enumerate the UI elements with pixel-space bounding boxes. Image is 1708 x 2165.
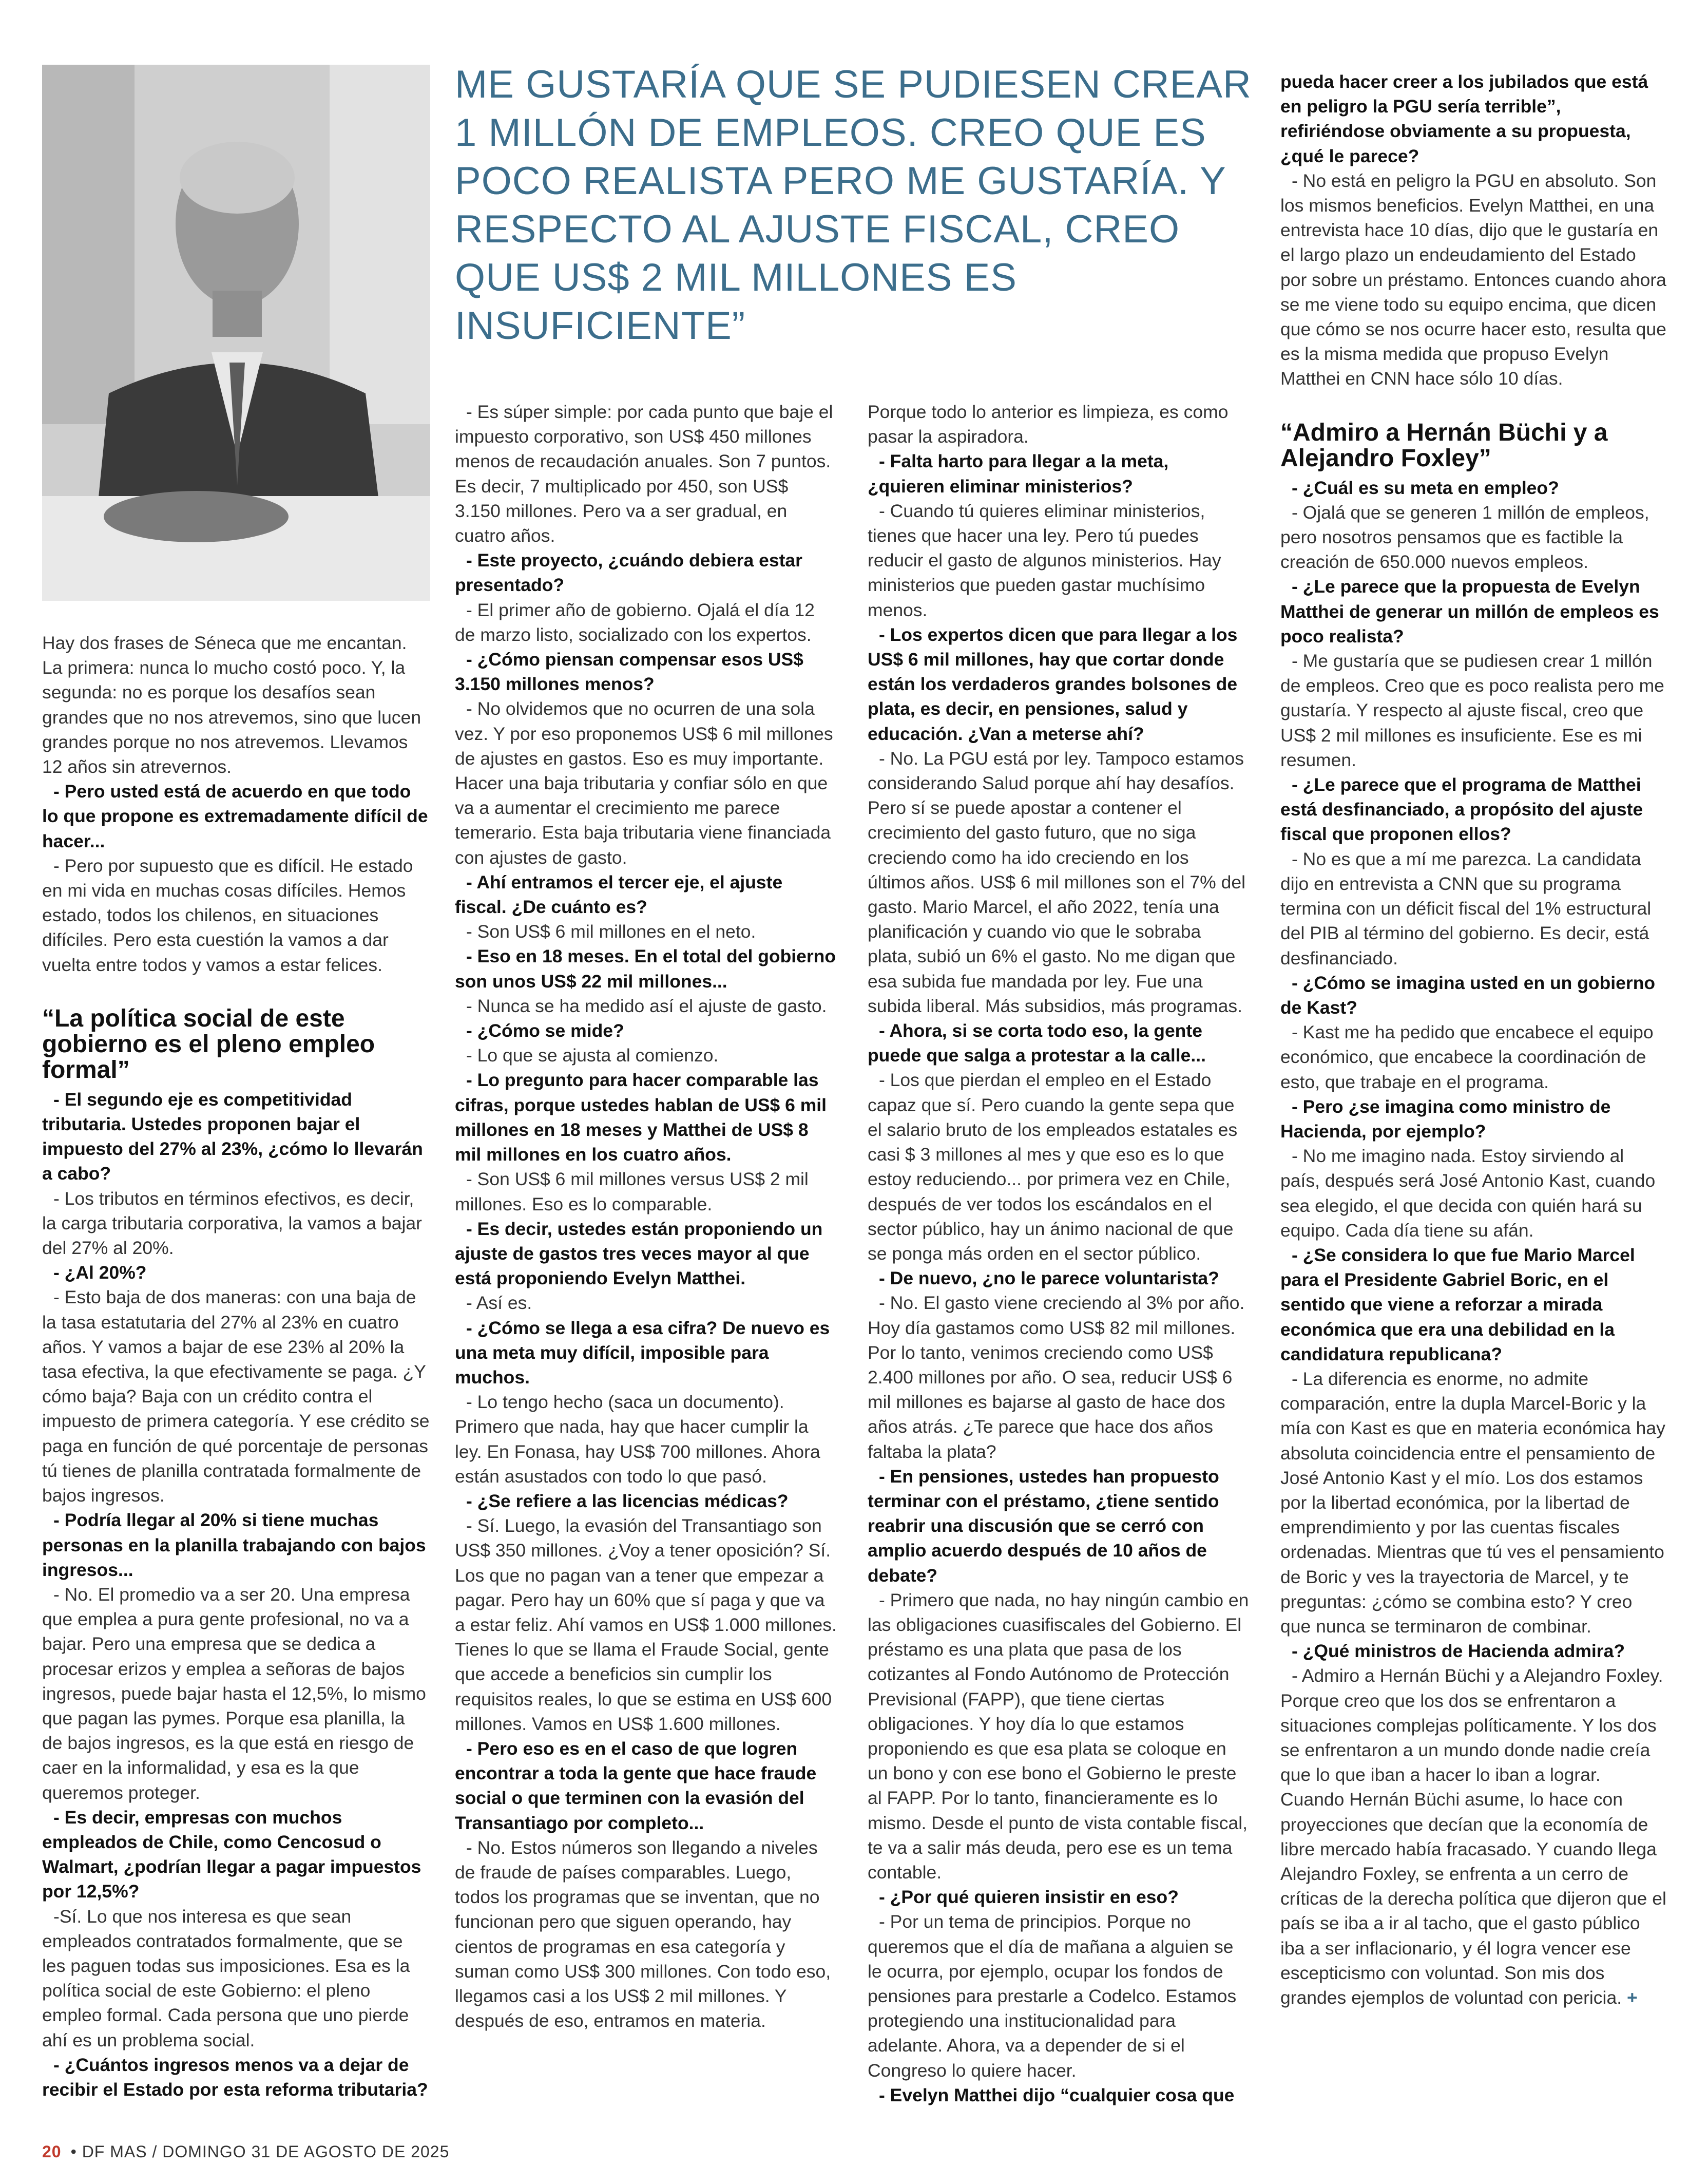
column-3 — [868, 400, 1250, 2107]
question: - Es decir, ustedes están proponiendo un ajuste de gastos tres veces mayor al que está proponiendo Evelyn Matthei. — [455, 1218, 823, 1289]
answer: - Cuando tú quieres eliminar ministerios, tienes que hacer una ley. Pero tú puedes reducir el gasto de algunos ministerios. Hay ministerios que pueden gastar muchísimo menos. — [868, 500, 1221, 620]
answer: - Me gustaría que se pudiesen crear 1 millón de empleos. Creo que es poco realista pero me gustaría. Y respecto al ajuste fiscal, creo que US$ 2 mil millones es insuficiente. Ese es mi resumen. — [1280, 651, 1664, 770]
interviewee-photo — [42, 65, 430, 601]
end-mark: + — [1626, 1987, 1638, 2008]
question: - Falta harto para llegar a la meta, ¿quieren eliminar ministerios? — [868, 451, 1169, 497]
section-heading: “Admiro a Hernán Büchi y a Alejandro Foxley” — [1280, 419, 1608, 472]
answer: - El primer año de gobierno. Ojalá el día 12 de marzo listo, socializado con los expertos. — [455, 599, 815, 645]
answer: - No es que a mí me parezca. La candidata dijo en entrevista a CNN que su programa termina con un déficit fiscal del 1% estructural del PIB al término del gobierno. Es decir, está desfinanciado. — [1280, 848, 1652, 968]
answer: - Los que pierdan el empleo en el Estado capaz que sí. Pero cuando la gente sepa que el salario bruto de los empleados estatales es casi $ 3 millones al mes y que eso es lo que estoy reduciendo... por primera vez en Chile, después de ver todos los escándalos en el sector público, hay un ánimo nacional de que se ponga más orden en el sector público. — [868, 1070, 1238, 1264]
question: - ¿Le parece que el programa de Matthei está desfinanciado, a propósito del ajuste fiscal que proponen ellos? — [1280, 774, 1643, 845]
answer-text: - Admiro a Hernán Büchi y a Alejandro Foxley. Porque creo que los dos se enfrentaron a situaciones complejas políticamente. Y los dos se enfrentaron a un mundo donde nadie creía que lo que iban a hacer lo iban a lograr. Cuando Hernán Büchi asume, lo hace con proyecciones que decían que la economía de libre mercado había fracasado. Y cuando llega Alejandro Foxley, se enfrenta a un cerro de críticas de la derecha política que dijeron que el país se iba a ir al tacho, que el gasto público iba a ser inflacionario, y él logra vencer ese escepticismo con voluntad. Son mis dos grandes ejemplos de voluntad con pericia. — [1280, 1665, 1666, 2008]
answer: - Kast me ha pedido que encabece el equipo económico, que encabece la coordinación de esto, que trabaje en el programa. — [1280, 1022, 1654, 1092]
question: - Este proyecto, ¿cuándo debiera estar presentado? — [455, 550, 802, 596]
answer: - No olvidemos que no ocurren de una sola vez. Y por eso proponemos US$ 6 mil millones de ajustes en gastos. Eso es muy importante. Hacer una baja tributaria y confiar sólo en que va a aumentar el crecimiento me parece temerario. Esta baja tributaria viene financiada con ajustes de gasto. — [455, 698, 833, 868]
portrait-illustration — [42, 65, 430, 601]
pull-quote-text: ME GUSTARÍA QUE SE PUDIESEN CREAR 1 MILLÓN DE EMPLEOS. CREO QUE ES POCO REALISTA PERO ME GUSTARÍA. Y RESPECTO AL AJUSTE FISCAL, CREO QUE US$ 2 MIL MILLONES ES INSUFICIENTE” — [455, 63, 1252, 348]
answer-continued: Porque todo lo anterior es limpieza, es como pasar la aspiradora. — [868, 402, 1229, 447]
answer: - No. El gasto viene creciendo al 3% por año. Hoy día gastamos como US$ 82 mil millones. Por lo tanto, venimos creciendo como US$ 2.400 millones por año. O sea, reducir US$ 6 mil millones es bajarse al gasto de hace dos años atrás. ¿Te parece que hace dos años faltaba la plata? — [868, 1293, 1245, 1462]
answer: - No. El promedio va a ser 20. Una empresa que emplea a pura gente profesional, no va a bajar. Pero una empresa que se dedica a procesar erizos y emplea a señoras de bajos ingresos, puede bajar hasta el 12,5%, lo mismo que pagan las pymes. Porque esa planilla, la de bajos ingresos, es la que está en riesgo de caer en la informalidad, y esa es la que queremos proteger. — [42, 1584, 426, 1803]
column-1 — [42, 631, 430, 2102]
answer: -Sí. Lo que nos interesa es que sean empleados contratados formalmente, que se les paguen todas sus imposiciones. Esa es la política social de este Gobierno: el pleno empleo formal. Cada persona que uno pierde ahí es un problema social. — [42, 1906, 410, 2050]
question: - Eso en 18 meses. En el total del gobierno son unos US$ 22 mil millones... — [455, 946, 836, 992]
answer: - Así es. — [466, 1293, 532, 1314]
question: - Pero usted está de acuerdo en que todo lo que propone es extremadamente difícil de hacer... — [42, 781, 428, 851]
question: - Pero ¿se imagina como ministro de Hacienda, por ejemplo? — [1280, 1096, 1611, 1142]
question: - ¿Cómo se llega a esa cifra? De nuevo es una meta muy difícil, imposible para muchos. — [455, 1317, 830, 1388]
question: - ¿Se refiere a las licencias médicas? — [466, 1490, 789, 1511]
answer: - No me imagino nada. Estoy sirviendo al país, después será José Antonio Kast, cuando sea elegido, el que decida con quién hará su equipo. Cada día tiene su afán. — [1280, 1146, 1656, 1241]
answer: - La diferencia es enorme, no admite comparación, entre la dupla Marcel-Boric y la mía con Kast es que en materia económica hay absoluta coincidencia entre el pensamiento de José Antonio Kast y el mío. Los dos estamos por la libertad económica, por la libertad de emprendimiento y por las cuentas fiscales ordenadas. Mientras que tú ves el pensamiento de Boric y ves la trayectoria de Marcel, y te preguntas: ¿cómo se combina esto? Y creo que nunca se terminaron de combinar. — [1280, 1368, 1665, 1637]
question: - ¿Por qué quieren insistir en eso? — [879, 1887, 1179, 1908]
question: - ¿Cuál es su meta en empleo? — [1292, 477, 1559, 498]
question: - Ahí entramos el tercer eje, el ajuste fiscal. ¿De cuánto es? — [455, 871, 783, 918]
question: - ¿Qué ministros de Hacienda admira? — [1292, 1641, 1625, 1662]
question: - Los expertos dicen que para llegar a los US$ 6 mil millones, hay que cortar donde están los verdaderos grandes bolsones de plata, es decir, en pensiones, salud y educación. ¿Van a meterse ahí? — [868, 624, 1238, 744]
pull-quote — [455, 61, 1256, 350]
intro-paragraph: Hay dos frases de Séneca que me encantan. La primera: nunca lo mucho costó poco. Y, la segunda: no es porque los desafíos sean grandes que no nos atrevemos, sino que lucen grandes porque no nos atrevemos. Llevamos 12 años sin atrevernos. — [42, 633, 421, 777]
question: - ¿Cómo se mide? — [466, 1020, 624, 1041]
answer: - Por un tema de principios. Porque no queremos que el día de mañana a alguien se le ocurra, por ejemplo, ocupar los fondos de pensiones para prestarle a Codelco. Estamos protegiendo una institucionalidad para adelante. Ahora, va a depender de si el Congreso lo quiere hacer. — [868, 1911, 1237, 2081]
question: - ¿Cómo piensan compensar esos US$ 3.150 millones menos? — [455, 649, 803, 695]
section-heading: “La política social de este gobierno es el pleno empleo formal” — [42, 1004, 375, 1084]
question: - Lo pregunto para hacer comparable las cifras, porque ustedes hablan de US$ 6 mil millones en 18 meses y Matthei de US$ 8 mil millones en los cuatro años. — [455, 1070, 827, 1165]
question: - ¿Cuántos ingresos menos va a dejar de recibir el Estado por esta reforma tributaria? — [42, 2054, 428, 2100]
question: - En pensiones, ustedes han propuesto terminar con el préstamo, ¿tiene sentido reabrir una discusión que se cerró con amplio acuerdo después de 10 años de debate? — [868, 1466, 1219, 1586]
question: - Ahora, si se corta todo eso, la gente puede que salga a protestar a la calle... — [868, 1020, 1206, 1066]
answer: - Ojalá que se generen 1 millón de empleos, pero nosotros pensamos que es factible la creación de 650.000 nuevos empleos. — [1280, 502, 1649, 573]
question: - ¿Le parece que la propuesta de Evelyn Matthei de generar un millón de empleos es poco realista? — [1280, 576, 1659, 647]
question: - ¿Al 20%? — [53, 1262, 147, 1283]
answer: - Lo que se ajusta al comienzo. — [466, 1045, 719, 1066]
question: - Evelyn Matthei dijo “cualquier cosa que — [879, 2084, 1235, 2105]
answer: - Esto baja de dos maneras: con una baja de la tasa estatutaria del 27% al 23% en cuatro años. Y vamos a bajar de ese 23% al 20% la tasa efectiva, la que efectivamente se paga. ¿Y cómo baja? Baja con un crédito contra el impuesto de primera categoría. Y ese crédito se paga en función de qué porcentaje de personas tú tienes de planilla contratada formalmente de bajos ingresos. — [42, 1287, 430, 1506]
publication-date: • DF MAS / DOMINGO 31 DE AGOSTO DE 2025 — [70, 2142, 450, 2161]
answer: - No. Estos números son llegando a niveles de fraude de países comparables. Luego, todos los programas que se inventan, que no funcionan pero que siguen operando, hay cientos de programas en esa categoría y suman como US$ 300 millones. Con todo eso, llegamos casi a los US$ 2 mil millones. Y después de eso, entramos en materia. — [455, 1837, 831, 2031]
answer: - Pero por supuesto que es difícil. He estado en mi vida en muchas cosas difíciles. Hemos estado, todos los chilenos, en situaciones difíciles. Pero esta cuestión la vamos a dar vuelta entre todos y vamos a estar felices. — [42, 855, 413, 975]
question: - ¿Cómo se imagina usted en un gobierno de Kast? — [1280, 972, 1656, 1018]
column-2 — [455, 400, 837, 2033]
question: - Pero eso es en el caso de que logren encontrar a toda la gente que hace fraude social o que terminen con la evasión del Transantiago por completo... — [455, 1738, 817, 1833]
answer: - No. La PGU está por ley. Tampoco estamos considerando Salud porque ahí hay desafíos. Pero sí se puede apostar a contener el crecimiento del gasto futuro, que no siga creciendo como ha ido creciendo en los últimos años. US$ 6 mil millones son el 7% del gasto. Mario Marcel, el año 2022, tenía una planificación y cuando vio que le sobraba plata, subió un 6% el gasto. No me digan que esa subida fue mandada por ley. Fue una subida liberal. Más subsidios, más programas. — [868, 748, 1245, 1016]
answer: - Son US$ 6 mil millones versus US$ 2 mil millones. Eso es lo comparable. — [455, 1169, 809, 1214]
question-continued: pueda hacer creer a los jubilados que está en peligro la PGU sería terrible”, refiriéndose obviamente a su propuesta, ¿qué le parece? — [1280, 71, 1648, 166]
answer — [1280, 1663, 1666, 2010]
question: - Podría llegar al 20% si tiene muchas personas en la planilla trabajando con bajos ingresos... — [42, 1510, 426, 1580]
answer: - Nunca se ha medido así el ajuste de gasto. — [466, 995, 827, 1016]
column-4 — [1280, 69, 1666, 2010]
answer: - Sí. Luego, la evasión del Transantiago son US$ 350 millones. ¿Voy a tener oposición? Sí. Los que no pagan van a tener que empezar a pagar. Pero hay un 60% que sí paga y que va a estar feliz. Ahí vamos en US$ 1.000 millones. Tienes lo que se llama el Fraude Social, gente que accede a beneficios sin cumplir los requisitos reales, lo que se estima en US$ 600 millones. Vamos en US$ 1.600 millones. — [455, 1515, 837, 1734]
question: - De nuevo, ¿no le parece voluntarista? — [879, 1268, 1219, 1289]
answer: - Son US$ 6 mil millones en el neto. — [466, 921, 756, 942]
page-number: 20 — [42, 2142, 62, 2161]
answer: - Es súper simple: por cada punto que baje el impuesto corporativo, son US$ 450 millones menos de recaudación anuales. Son 7 puntos. Es decir, 7 multiplicado por 450, son US$ 3.150 millones. Pero va a ser gradual, en cuatro años. — [455, 402, 833, 546]
page-footer — [42, 2141, 449, 2162]
question: - Es decir, empresas con muchos empleados de Chile, como Cencosud o Walmart, ¿podrían llegar a pagar impuestos por 12,5%? — [42, 1807, 421, 1902]
answer: - Los tributos en términos efectivos, es decir, la carga tributaria corporativa, la vamos a bajar del 27% al 20%. — [42, 1188, 422, 1259]
question: - ¿Se considera lo que fue Mario Marcel para el Presidente Gabriel Boric, en el sentido que viene a reforzar a mirada económica que era una debilidad en la candidatura republicana? — [1280, 1244, 1635, 1364]
answer: - Primero que nada, no hay ningún cambio en las obligaciones cuasifiscales del Gobierno. El préstamo es una plata que pasa de los cotizantes al Fondo Autónomo de Protección Previsional (FAPP), que tiene ciertas obligaciones. Y hoy día lo que estamos proponiendo es que esa plata se coloque en un bono y con ese bono el Gobierno le preste al FAPP. Por lo tanto, financieramente es lo mismo. Desde el punto de vista contable fiscal, te va a salir más deuda, pero ese es un tema contable. — [868, 1589, 1249, 1883]
answer: - Lo tengo hecho (saca un documento). Primero que nada, hay que hacer cumplir la ley. En Fonasa, hay US$ 700 millones. Ahora están asustados con todo lo que pasó. — [455, 1392, 820, 1487]
question: - El segundo eje es competitividad tributaria. Ustedes proponen bajar el impuesto del 27% al 23%, ¿cómo lo llevarán a cabo? — [42, 1089, 423, 1184]
answer: - No está en peligro la PGU en absoluto. Son los mismos beneficios. Evelyn Matthei, en una entrevista hace 10 días, dijo que le gustaría en el largo plazo un endeudamiento del Estado por sobre un préstamo. Entonces cuando ahora se me viene todo su equipo encima, que dicen que cómo se nos ocurre hacer esto, resulta que es la misma medida que propuso Evelyn Matthei en CNN hace sólo 10 días. — [1280, 170, 1666, 389]
